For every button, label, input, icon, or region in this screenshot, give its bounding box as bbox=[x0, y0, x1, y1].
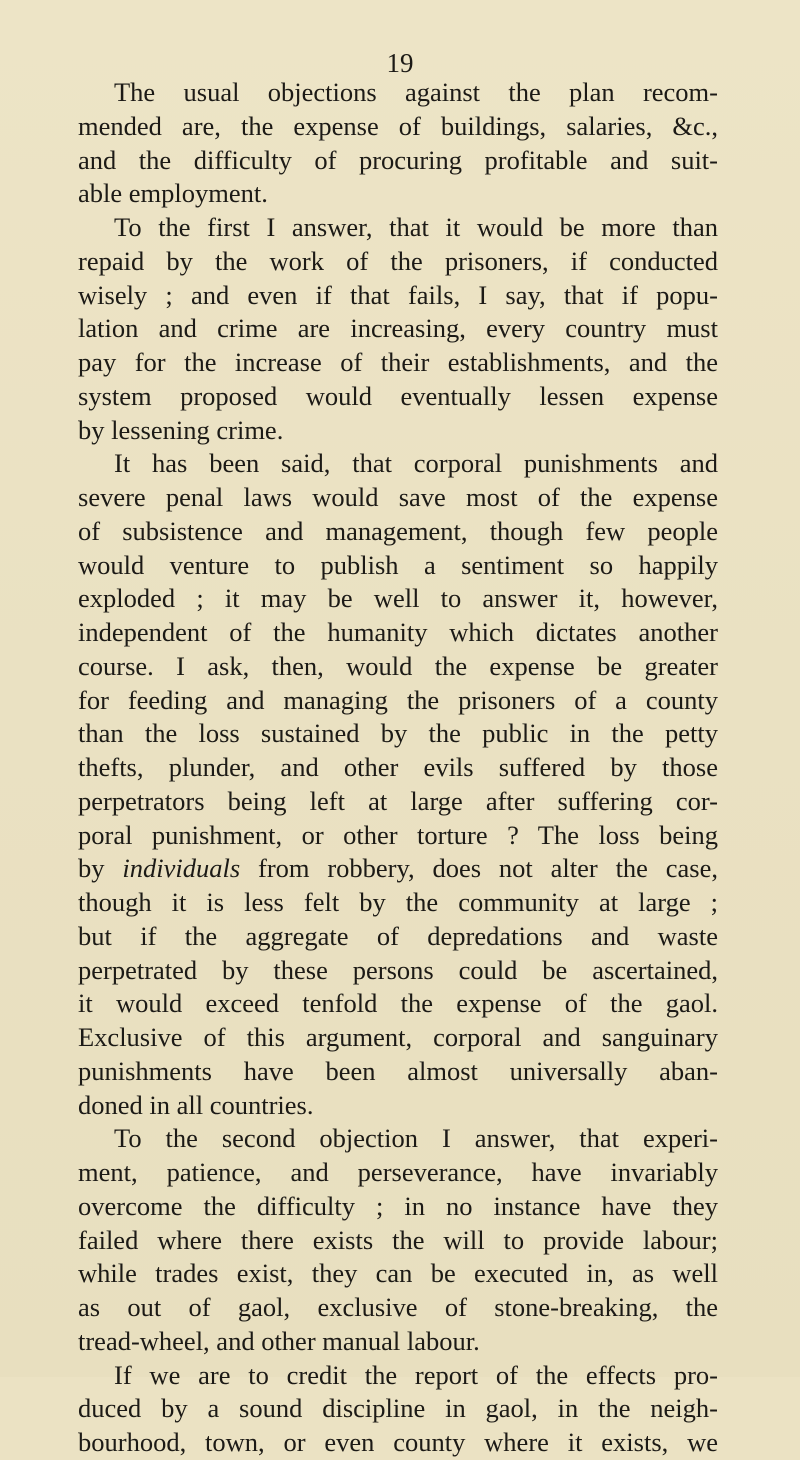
text-line: exploded ; it may be well to answer it, however, bbox=[78, 583, 718, 614]
text-line: overcome the difficulty ; in no instance have they bbox=[78, 1190, 718, 1221]
text-line: able employment. bbox=[78, 178, 268, 209]
text-line: duced by a sound discipline in gaol, in the neigh- bbox=[78, 1393, 718, 1424]
text-line: repaid by the work of the prisoners, if conducted bbox=[78, 245, 718, 276]
text-line: system proposed would eventually lessen expense bbox=[78, 380, 718, 411]
text-line: than the loss sustained by the public in the petty bbox=[78, 718, 718, 749]
text-line: while trades exist, they can be executed in, as well bbox=[78, 1258, 718, 1289]
text-line: and the difficulty of procuring profitable and suit- bbox=[78, 144, 718, 175]
text-line: but if the aggregate of depredations and waste bbox=[78, 920, 718, 951]
text-line: punishments have been almost universally aban- bbox=[78, 1055, 718, 1086]
text-line: course. I ask, then, would the expense be greater bbox=[78, 650, 718, 681]
text-line: lation and crime are increasing, every country must bbox=[78, 313, 718, 344]
text-line: mended are, the expense of buildings, salaries, &c., bbox=[78, 110, 718, 141]
text-line: pay for the increase of their establishments, and the bbox=[78, 347, 718, 377]
text-line: To the second objection I answer, that experi- bbox=[114, 1123, 718, 1154]
text-line: The usual objections against the plan recom- bbox=[114, 77, 718, 107]
paragraph bbox=[78, 211, 718, 447]
text-line: poral punishment, or other torture ? The loss being bbox=[78, 819, 718, 850]
text-line: If we are to credit the report of the effects pro- bbox=[114, 1359, 718, 1390]
paragraph bbox=[78, 1359, 718, 1460]
text-line: though it is less felt by the community at large ; bbox=[78, 887, 718, 917]
italic-word: individuals bbox=[122, 853, 241, 884]
text-line: would venture to publish a sentiment so happily bbox=[78, 549, 718, 580]
text-line: bourhood, town, or even county where it exists, we bbox=[78, 1427, 718, 1457]
text-line: doned in all countries. bbox=[78, 1089, 314, 1120]
text-line: ment, patience, and perseverance, have invariably bbox=[78, 1157, 718, 1187]
text-line: by lessening crime. bbox=[78, 414, 284, 445]
text-line: It has been said, that corporal punishments and bbox=[114, 448, 718, 479]
text-line: failed where there exists the will to provide labour; bbox=[78, 1224, 718, 1255]
text-line: Exclusive of this argument, corporal and sanguinary bbox=[78, 1022, 718, 1052]
body-text bbox=[78, 76, 718, 1460]
text-line: as out of gaol, exclusive of stone-breaking, the bbox=[78, 1292, 718, 1322]
paragraph bbox=[78, 76, 718, 211]
text-line: perpetrators being left at large after suffering cor- bbox=[78, 785, 718, 816]
text-line: for feeding and managing the prisoners of a county bbox=[78, 684, 718, 715]
text-line: it would exceed tenfold the expense of the gaol. bbox=[78, 988, 718, 1019]
paragraph bbox=[78, 1122, 718, 1358]
text-line: severe penal laws would save most of the expense bbox=[78, 482, 718, 512]
text-line: wisely ; and even if that fails, I say, that if popu- bbox=[78, 279, 718, 310]
text-line: of subsistence and management, though few people bbox=[78, 515, 718, 546]
text-line: tread-wheel, and other manual labour. bbox=[78, 1325, 480, 1356]
paragraph bbox=[78, 447, 718, 1122]
text-line: by individuals from robbery, does not alter the case, bbox=[78, 853, 719, 884]
text-line: independent of the humanity which dictates another bbox=[78, 617, 718, 647]
text-line: thefts, plunder, and other evils suffered by those bbox=[78, 752, 718, 782]
page-number: 19 bbox=[386, 48, 414, 78]
text-line: To the first I answer, that it would be more than bbox=[114, 212, 718, 242]
text-line: perpetrated by these persons could be ascertained, bbox=[78, 954, 718, 985]
